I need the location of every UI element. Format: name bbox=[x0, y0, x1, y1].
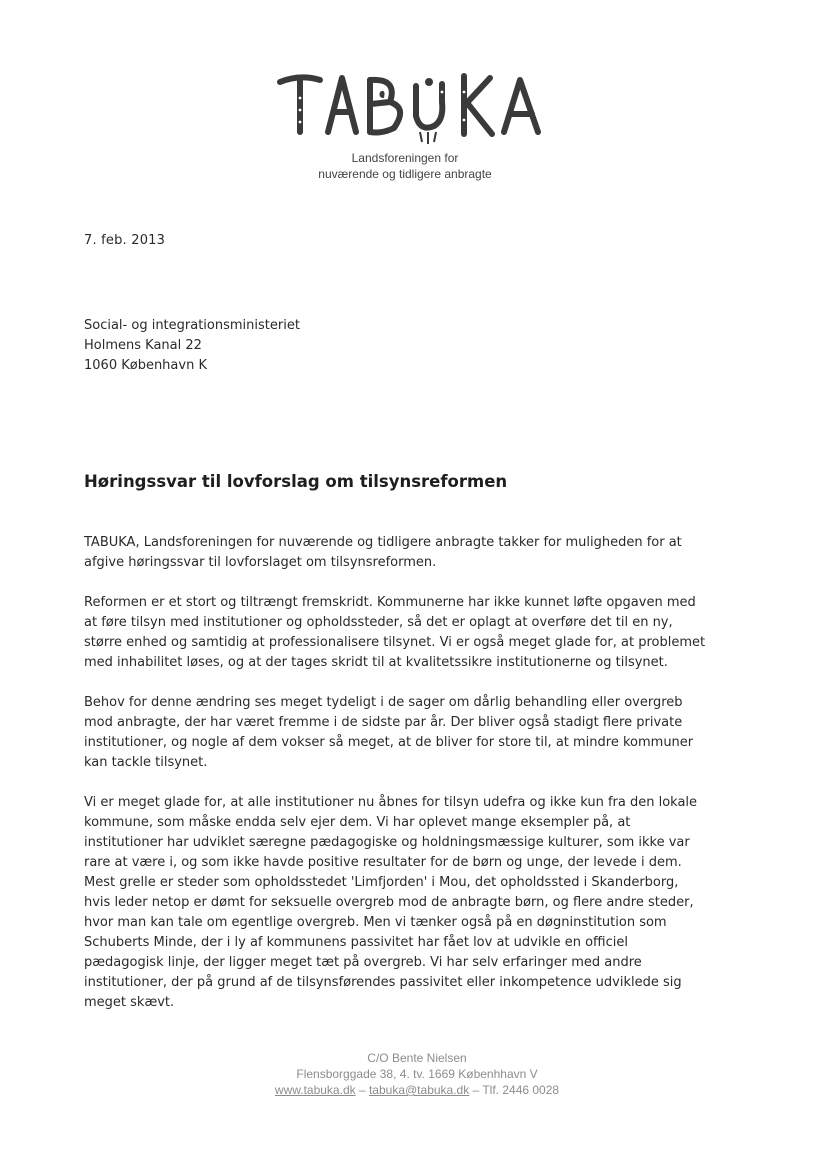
paragraph bbox=[84, 793, 744, 1013]
footer-address: Flensborggade 38, 4. tv. 1669 Københhavn V bbox=[296, 1067, 538, 1081]
text-line: meget skævt. bbox=[84, 995, 175, 1010]
letter-body bbox=[84, 533, 744, 1033]
text-line: Reformen er et stort og tiltrængt fremskridt. Kommunerne har ikke kunnet løfte opgaven med bbox=[84, 595, 696, 610]
text-line: Vi er meget glade for, at alle institutioner nu åbnes for tilsyn udefra og ikke kun fra den lokale bbox=[84, 795, 698, 810]
text-line: større enhed og samtidig at professionalisere tilsynet. Vi er også meget glade for, at problemet bbox=[84, 635, 706, 650]
recipient-line: 1060 København K bbox=[84, 358, 207, 373]
text-line: TABUKA, Landsforeningen for nuværende og tidligere anbragte takker for muligheden for at bbox=[84, 535, 682, 550]
text-line: institutioner, og nogle af dem vokser så meget, at de bliver for store til, at mindre kommuner bbox=[84, 735, 694, 750]
text-line: rare at være i, og som ikke havde positive resultater for de børn og unge, der levede i dem. bbox=[84, 855, 682, 870]
email-link[interactable]: tabuka@tabuka.dk bbox=[368, 1083, 470, 1097]
text-line: kan tackle tilsynet. bbox=[84, 755, 208, 770]
text-line: institutioner, der på grund af de tilsynsførendes passivitet eller inkompetence udviklede sig bbox=[84, 975, 682, 990]
text-line: Mest grelle er steder som opholdsstedet 'Limfjorden' i Mou, det opholdssted i Skanderborg, bbox=[84, 875, 679, 890]
letterhead-subtitle-line2: nuværende og tidligere anbragte bbox=[318, 167, 492, 181]
paragraph bbox=[84, 533, 744, 573]
text-line: afgive høringssvar til lovforslaget om tilsynsreformen. bbox=[84, 555, 437, 570]
text-line: mod anbragte, der har været fremme i de sidste par år. Der bliver også stadigt flere private bbox=[84, 715, 683, 730]
text-line: institutioner har udviklet særegne pædagogiske og holdningsmæssige kulturer, som ikke var bbox=[84, 835, 690, 850]
tabuka-logo bbox=[270, 62, 550, 152]
footer-contact-name: C/O Bente Nielsen bbox=[367, 1051, 467, 1065]
recipient-line: Social- og integrationsministeriet bbox=[84, 318, 300, 333]
text-line: hvis leder netop er dømt for seksuelle overgreb mod de anbragte børn, og flere andre steder, bbox=[84, 895, 694, 910]
paragraph bbox=[84, 693, 744, 773]
recipient-address bbox=[84, 316, 300, 376]
letter-date: 7. feb. 2013 bbox=[84, 233, 166, 248]
paragraph bbox=[84, 593, 744, 673]
text-line: pædagogisk linje, der ligger meget tæt på overgreb. Vi har selv erfaringer med andre bbox=[84, 955, 642, 970]
letter-heading: Høringssvar til lovforslag om tilsynsreformen bbox=[84, 472, 508, 491]
letterhead-subtitle-line1: Landsforeningen for bbox=[351, 151, 459, 165]
footer-separator: – bbox=[355, 1083, 369, 1097]
text-line: kommune, som måske endda selv ejer dem. Vi har oplevet mange eksempler på, at bbox=[84, 815, 631, 830]
text-line: Schuberts Minde, der i ly af kommunens passivitet har fået lov at udvikle en officiel bbox=[84, 935, 628, 950]
text-line: hvor man kan tale om egentlige overgreb. Men vi tænker også på en døgninstitution som bbox=[84, 915, 667, 930]
recipient-line: Holmens Kanal 22 bbox=[84, 338, 202, 353]
text-line: Behov for denne ændring ses meget tydeligt i de sager om dårlig behandling eller overgreb bbox=[84, 695, 683, 710]
tabuka-logo-image bbox=[270, 62, 550, 152]
footer-contact-line bbox=[3, 1082, 828, 1098]
footer-phone: – Tlf. 2446 0028 bbox=[469, 1083, 560, 1097]
text-line: med inhabilitet løses, og at der tages skridt til at kvalitetssikre institutionerne og tilsynet. bbox=[84, 655, 668, 670]
website-link[interactable]: www.tabuka.dk bbox=[274, 1083, 356, 1097]
text-line: at føre tilsyn med institutioner og opholdssteder, så det er oplagt at overføre det til en ny, bbox=[84, 615, 673, 630]
